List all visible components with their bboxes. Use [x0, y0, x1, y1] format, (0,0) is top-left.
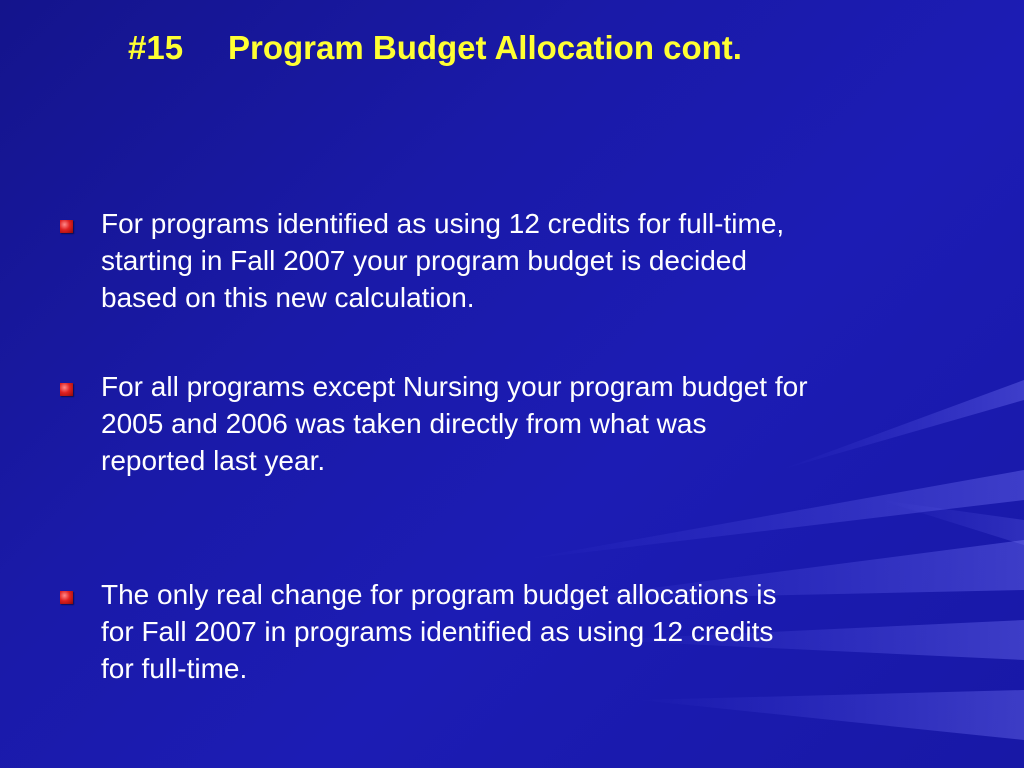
slide-title-text: Program Budget Allocation cont. [228, 29, 742, 66]
bullet-line: The only real change for program budget allocations is [101, 579, 777, 610]
bullet-line: reported last year. [101, 445, 326, 476]
bullet-line: for full-time. [101, 653, 248, 684]
slide-number: #15 [128, 29, 184, 66]
bullet-text [101, 576, 971, 687]
bullet-line: For all programs except Nursing your program budget for [101, 371, 808, 402]
bullet-line: starting in Fall 2007 your program budget is decided [101, 245, 747, 276]
red-square-bullet-icon [60, 383, 73, 396]
red-square-bullet-icon [60, 591, 73, 604]
bullet-line: for Fall 2007 in programs identified as using 12 credits [101, 616, 774, 647]
red-square-bullet-icon [60, 220, 73, 233]
bullet-text [101, 205, 971, 316]
bullet-line: 2005 and 2006 was taken directly from what was [101, 408, 707, 439]
slide-title [128, 26, 742, 70]
bullet-line: For programs identified as using 12 credits for full-time, [101, 208, 785, 239]
bullet-line: based on this new calculation. [101, 282, 475, 313]
bullet-text [101, 368, 971, 479]
